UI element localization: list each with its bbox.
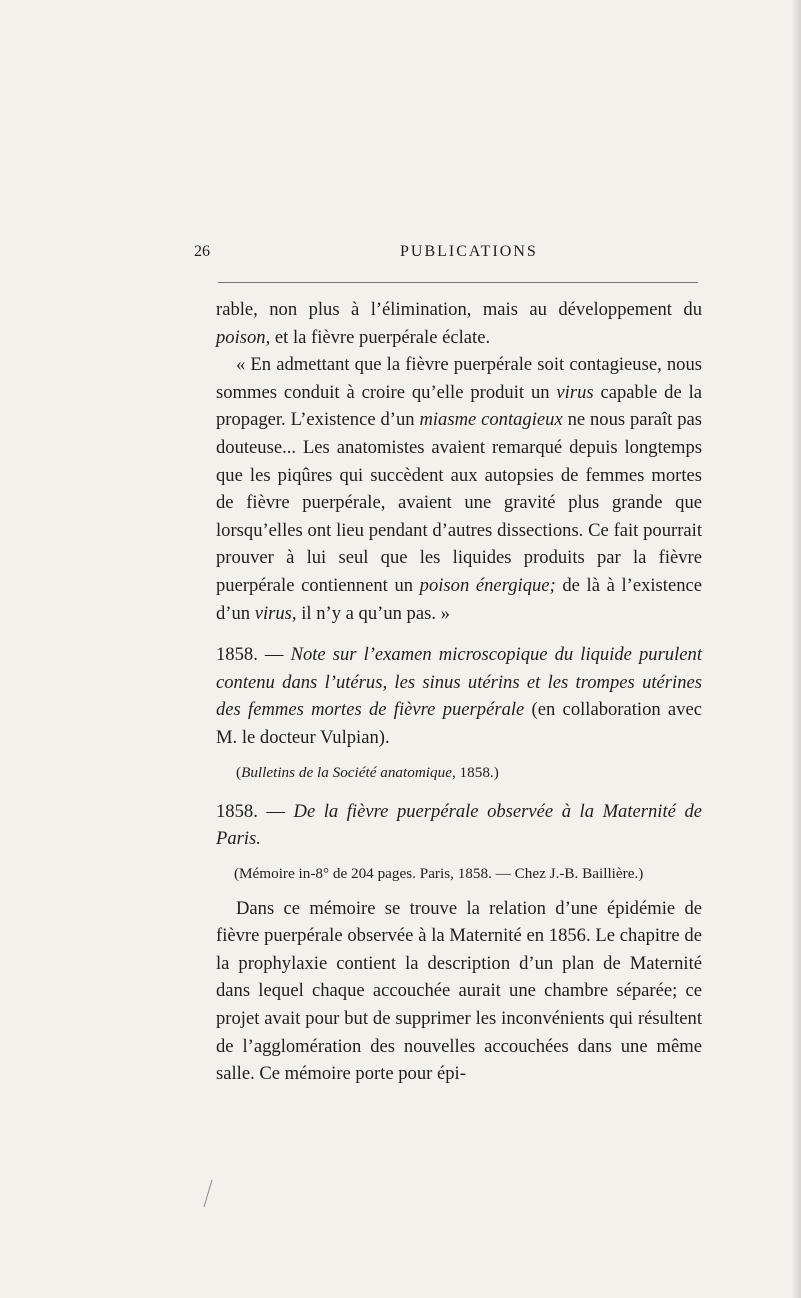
paragraph-continuation: rable, non plus à l’élimination, mais au développement du poison, et la fièvre puerpérale éclate.	[216, 299, 702, 348]
publication-entry-1-reference: (Bulletins de la Société anatomique, 1858.)	[236, 763, 499, 781]
running-head: PUBLICATIONS	[400, 243, 538, 260]
page-edge-shadow	[791, 0, 801, 1298]
stray-pen-mark	[202, 1178, 214, 1208]
page-body	[216, 296, 702, 1088]
paragraph-quote: « En admettant que la fièvre puerpérale soit contagieuse, nous sommes conduit à croire qu’elle produit un virus capable de la propager. L’existence d’un miasme contagieux ne nous paraît pas douteuse... Les anatomistes avaient remarqué depuis longtemps que les piqûres qui succèdent aux autopsies de femmes mortes de fièvre puerpérale, avaient une gravité plus grande que lorsqu’elles ont lieu pendant d’autres dissections. Ce fait pourrait prouver à lui seul que les liquides produits par la fièvre puerpérale contiennent un poison énergique; de là à l’existence d’un virus, il n’y a qu’un pas. »	[216, 354, 703, 624]
header-rule	[218, 282, 698, 283]
publication-entry-1: 1858. — Note sur l’examen microscopique du liquide purulent contenu dans l’utérus, les sinus utérins et les trompes utérines des femmes mortes de fièvre puerpérale (en collaboration avec M. le docteur Vulpian).	[216, 644, 702, 748]
publication-entry-2: 1858. — De la fièvre puerpérale observée à la Maternité de Paris.	[216, 800, 702, 850]
page-number: 26	[194, 243, 210, 260]
paragraph-description: Dans ce mémoire se trouve la relation d’une épidémie de fièvre puerpérale observée à la Maternité en 1856. Le chapitre de la prophylaxie contient la description d’un plan de Maternité dans lequel chaque accouchée aurait une chambre séparée; ce projet avait pour but de supprimer les inconvénients qui résultent de l’agglomération des nouvelles accouchées dans une même salle. Ce mémoire porte pour épi-	[216, 897, 702, 1085]
page-header	[194, 243, 714, 267]
publication-entry-2-reference: (Mémoire in-8° de 204 pages. Paris, 1858. — Chez J.-B. Baillière.)	[234, 864, 644, 882]
